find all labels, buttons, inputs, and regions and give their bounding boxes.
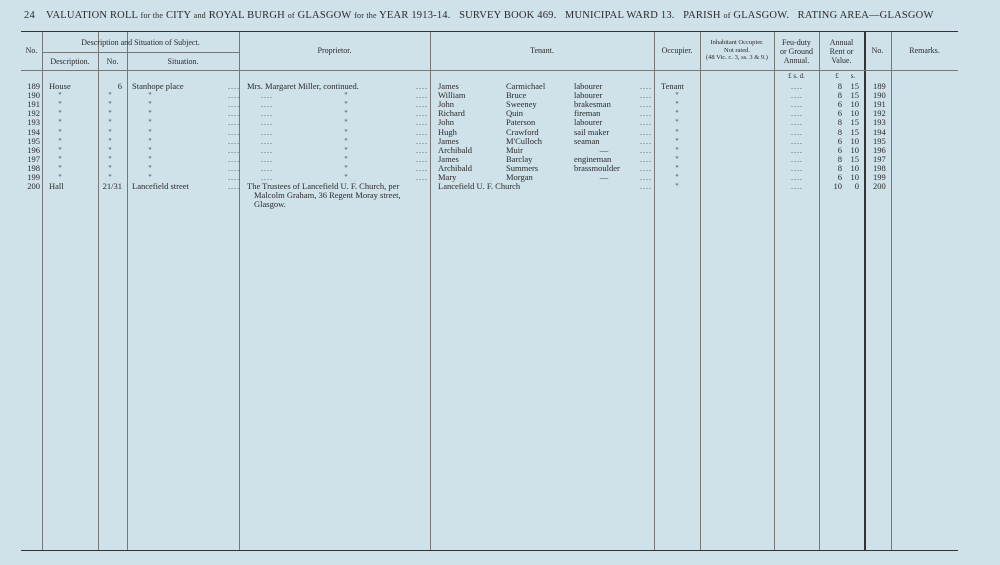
row-number: 190	[27, 90, 40, 101]
dot-leader: ....	[261, 136, 273, 146]
dot-leader: ....	[261, 154, 273, 164]
dot-leader: ....	[228, 163, 240, 173]
row-situation: "	[148, 108, 152, 119]
feu-line: or Ground	[779, 47, 814, 56]
row-subject-no: 6	[117, 81, 122, 91]
dot-leader: ....	[228, 118, 240, 128]
row-number-right: 197	[873, 153, 886, 164]
row-rent-shillings: 10	[850, 99, 859, 110]
row-subject-no: "	[108, 135, 112, 146]
inhabitant-line: Inhabitant Occupier.	[710, 39, 764, 46]
row-occupier: "	[675, 172, 679, 182]
row-rent-pounds: 6	[837, 172, 842, 182]
title-part: ROYAL BURGH	[208, 10, 285, 21]
title-part: GLASGOW	[297, 10, 352, 21]
dot-leader: ....	[791, 100, 803, 110]
row-description: "	[58, 117, 62, 128]
dot-leader: ....	[791, 136, 803, 146]
row-proprietor: "	[344, 153, 348, 164]
row-proprietor: "	[344, 90, 348, 101]
row-occupation: —	[599, 172, 609, 182]
row-subject-no: "	[108, 99, 112, 110]
title-part: VALUATION ROLL	[46, 10, 138, 21]
row-rent-pounds: 6	[837, 108, 842, 119]
row-rent-shillings: 10	[850, 144, 859, 155]
row-rent-shillings: 15	[850, 153, 859, 164]
row-occupier: "	[675, 144, 679, 155]
dot-leader: ....	[791, 127, 803, 137]
dot-leader: ....	[416, 118, 428, 128]
title-year: YEAR 1913-14.	[379, 10, 451, 21]
row-number-right: 189	[873, 81, 886, 91]
dot-leader: ....	[416, 163, 428, 173]
row-rent-shillings: 10	[850, 162, 859, 173]
dot-leader: ....	[640, 136, 652, 146]
row-occupation: brakesman	[574, 99, 611, 110]
row-number-right: 194	[873, 126, 886, 137]
dot-leader: ....	[640, 182, 652, 192]
dot-leader: ....	[640, 173, 652, 182]
row-description: "	[58, 90, 62, 101]
row-rent-pounds: 6	[837, 135, 842, 146]
row-rent-pounds: 8	[837, 117, 842, 128]
dot-leader: ....	[640, 82, 652, 91]
row-occupier: Tenant	[661, 81, 685, 91]
row-occupier: "	[675, 135, 679, 146]
row-description: "	[58, 153, 62, 164]
dot-leader: ....	[228, 100, 240, 110]
dot-leader: ....	[416, 154, 428, 164]
row-description: "	[58, 108, 62, 119]
row-number-right: 191	[873, 99, 886, 110]
col-header-occupier: Occupier.	[661, 46, 693, 55]
row-number-right: 198	[873, 162, 886, 173]
dot-leader: ....	[416, 91, 428, 101]
row-number: 198	[27, 162, 40, 173]
dot-leader: ....	[416, 82, 428, 91]
row-tenant-first: Mary	[438, 172, 457, 182]
dot-leader: ....	[416, 173, 428, 182]
dot-leader: ....	[228, 182, 240, 192]
title-part: CITY	[165, 10, 191, 21]
row-description: "	[58, 162, 62, 173]
dot-leader: ....	[791, 82, 803, 91]
dot-leader: ....	[640, 163, 652, 173]
row-situation: Lancefield street	[132, 181, 189, 192]
row-tenant-first: James	[438, 153, 459, 164]
col-header-inhabitant	[700, 39, 774, 62]
col-header-feu-duty	[774, 38, 819, 65]
dot-leader: ....	[791, 118, 803, 128]
dot-leader: ....	[791, 173, 803, 182]
row-tenant-last: M'Culloch	[506, 135, 543, 146]
row-number: 200	[27, 181, 40, 192]
row-rent-pounds: 8	[837, 90, 842, 101]
rent-line: Annual	[829, 38, 854, 47]
row-subject-no: "	[108, 172, 112, 182]
row-rent-pounds: 6	[837, 144, 842, 155]
row-number: 195	[27, 135, 40, 146]
row-number-right: 190	[873, 90, 886, 101]
row-description: "	[58, 144, 62, 155]
row-tenant-first: John	[438, 99, 455, 110]
row-occupier: "	[675, 162, 679, 173]
row-occupier: "	[675, 181, 679, 192]
row-rent-pounds: 8	[837, 126, 842, 137]
row-rent-pounds: 10	[833, 181, 842, 192]
row-tenant-first: Hugh	[438, 126, 457, 137]
dot-leader: ....	[640, 154, 652, 164]
row-proprietor: "	[344, 144, 348, 155]
dot-leader: ....	[261, 173, 273, 182]
dot-leader: ....	[416, 127, 428, 137]
row-situation: "	[148, 126, 152, 137]
row-rent-shillings: 10	[850, 135, 859, 146]
row-proprietor: "	[344, 117, 348, 128]
row-tenant-first: Archibald	[438, 162, 472, 173]
row-occupier: "	[675, 90, 679, 101]
row-number-right: 199	[873, 172, 886, 182]
row-number-right: 193	[873, 117, 886, 128]
dot-leader: ....	[640, 91, 652, 101]
row-description: "	[58, 126, 62, 137]
row-number: 196	[27, 144, 40, 155]
survey-book: SURVEY BOOK 469.	[459, 10, 557, 21]
row-situation: "	[148, 153, 152, 164]
row-proprietor-line: Malcolm Graham, 36 Regent Moray street,	[254, 190, 401, 201]
row-tenant-first: James	[438, 135, 459, 146]
row-rent-pounds: 8	[837, 162, 842, 173]
title-part: of	[287, 11, 295, 20]
row-subject-no: "	[108, 90, 112, 101]
row-tenant-last: Quin	[506, 108, 523, 119]
row-tenant-last: Paterson	[506, 117, 536, 128]
row-rent-shillings: 15	[850, 117, 859, 128]
parish-part: PARISH	[683, 10, 721, 21]
dot-leader: ....	[228, 127, 240, 137]
row-situation: "	[148, 135, 152, 146]
dot-leader: ....	[228, 136, 240, 146]
row-occupation: sail maker	[574, 126, 610, 137]
row-tenant-last: Morgan	[506, 172, 533, 182]
col-header-tenant: Tenant.	[530, 46, 554, 55]
row-rent-shillings: 10	[850, 172, 859, 182]
row-occupier: "	[675, 99, 679, 110]
row-occupation: labourer	[574, 117, 603, 128]
feu-units: £ s. d.	[788, 72, 805, 80]
row-occupation: fireman	[574, 108, 601, 119]
dot-leader: ....	[228, 173, 240, 182]
dot-leader: ....	[261, 91, 273, 101]
dot-leader: ....	[416, 109, 428, 119]
inhabitant-line: (48 Vic. c. 3, ss. 3 & 9.)	[706, 54, 768, 61]
dot-leader: ....	[228, 91, 240, 101]
dot-leader: ....	[791, 163, 803, 173]
dot-leader: ....	[228, 145, 240, 155]
row-situation: "	[148, 90, 152, 101]
dot-leader: ....	[640, 109, 652, 119]
row-subject-no: "	[108, 144, 112, 155]
row-number: 189	[27, 81, 40, 91]
row-tenant-last: Sweeney	[506, 99, 537, 110]
row-tenant-first: James	[438, 81, 459, 91]
row-proprietor: Mrs. Margaret Miller, continued.	[247, 81, 359, 91]
row-proprietor: "	[344, 135, 348, 146]
row-number: 194	[27, 126, 40, 137]
row-number-right: 200	[873, 181, 886, 192]
rating-area: RATING AREA—GLASGOW	[797, 10, 934, 21]
row-situation: Stanhope place	[132, 81, 184, 91]
row-proprietor: "	[344, 108, 348, 119]
row-situation: "	[148, 117, 152, 128]
row-number-right: 196	[873, 144, 886, 155]
valuation-table	[21, 31, 958, 551]
dot-leader: ....	[416, 136, 428, 146]
row-occupier: "	[675, 126, 679, 137]
row-occupation: labourer	[574, 90, 603, 101]
row-occupier: "	[675, 117, 679, 128]
rent-line: Rent or	[829, 47, 854, 56]
col-header-description: Description.	[50, 57, 90, 66]
page-header	[24, 10, 934, 21]
row-proprietor: "	[344, 126, 348, 137]
col-header-no: No.	[25, 46, 38, 55]
row-number: 199	[27, 172, 40, 182]
col-header-subject-no: No.	[106, 57, 119, 66]
parish-part: GLASGOW.	[733, 10, 790, 21]
col-header-remarks: Remarks.	[909, 46, 940, 55]
row-tenant-last: Muir	[506, 144, 523, 155]
row-subject-no: "	[108, 162, 112, 173]
col-header-description-group: Description and Situation of Subject.	[81, 38, 200, 47]
row-proprietor: "	[344, 172, 348, 182]
row-subject-no: "	[108, 108, 112, 119]
row-tenant-first: Richard	[438, 108, 465, 119]
row-occupation: seaman	[574, 135, 600, 146]
dot-leader: ....	[791, 91, 803, 101]
row-tenant-last: Barclay	[506, 153, 533, 164]
row-proprietor-line: Glasgow.	[254, 199, 286, 210]
dot-leader: ....	[640, 118, 652, 128]
dot-leader: ....	[791, 182, 803, 192]
dot-leader: ....	[228, 82, 240, 91]
col-header-proprietor: Proprietor.	[317, 46, 352, 55]
title-part: for the	[354, 11, 377, 20]
dot-leader: ....	[640, 100, 652, 110]
feu-line: Feu-duty	[782, 38, 811, 47]
dot-leader: ....	[416, 100, 428, 110]
rent-pounds-unit: £	[835, 72, 839, 80]
row-occupation: brassmoulder	[574, 162, 620, 173]
row-situation: "	[148, 144, 152, 155]
row-tenant-first: William	[438, 90, 466, 101]
dot-leader: ....	[261, 145, 273, 155]
row-number-right: 192	[873, 108, 886, 119]
row-proprietor: The Trustees of Lancefield U. F. Church, per	[247, 181, 400, 192]
row-number-right: 195	[873, 135, 886, 146]
dot-leader: ....	[228, 109, 240, 119]
rent-line: Value.	[831, 56, 852, 65]
title-part: and	[193, 11, 206, 20]
row-subject-no: "	[108, 153, 112, 164]
row-tenant-first: John	[438, 117, 455, 128]
dot-leader: ....	[261, 163, 273, 173]
row-rent-pounds: 8	[837, 81, 842, 91]
row-tenant-last: Carmichael	[506, 81, 546, 91]
dot-leader: ....	[261, 118, 273, 128]
row-tenant-last: Bruce	[506, 90, 527, 101]
row-occupier: "	[675, 153, 679, 164]
row-occupation: labourer	[574, 81, 603, 91]
dot-leader: ....	[261, 100, 273, 110]
dot-leader: ....	[640, 127, 652, 137]
row-subject-no: "	[108, 126, 112, 137]
dot-leader: ....	[640, 145, 652, 155]
title-part: for the	[140, 11, 164, 20]
row-description: "	[58, 172, 62, 182]
col-header-situation: Situation.	[167, 57, 199, 66]
row-occupation: engineman	[574, 153, 612, 164]
row-rent-shillings: 15	[850, 126, 859, 137]
inhabitant-line: Not rated.	[724, 46, 750, 54]
row-tenant-first: Lancefield U. F. Church	[438, 181, 521, 192]
row-occupier: "	[675, 108, 679, 119]
row-rent-shillings: 0	[854, 181, 859, 192]
rent-shillings-unit: s.	[850, 72, 856, 80]
dot-leader: ....	[228, 154, 240, 164]
parish-part: of	[723, 11, 731, 20]
dot-leader: ....	[261, 127, 273, 137]
row-tenant-first: Archibald	[438, 144, 472, 155]
row-situation: "	[148, 172, 152, 182]
row-rent-shillings: 15	[850, 81, 859, 91]
row-description: House	[49, 81, 71, 91]
row-rent-shillings: 10	[850, 108, 859, 119]
row-rent-pounds: 8	[837, 153, 842, 164]
row-tenant-last: Summers	[506, 162, 539, 173]
municipal-ward: MUNICIPAL WARD 13.	[564, 10, 675, 21]
row-occupation: —	[599, 144, 609, 155]
dot-leader: ....	[791, 109, 803, 119]
dot-leader: ....	[791, 145, 803, 155]
row-rent-shillings: 15	[850, 90, 859, 101]
col-header-no-right: No.	[871, 46, 884, 55]
row-description: "	[58, 99, 62, 110]
row-situation: "	[148, 162, 152, 173]
row-subject-no: 21/31	[102, 181, 122, 192]
row-number: 191	[27, 99, 40, 110]
feu-line: Annual.	[783, 56, 810, 65]
row-tenant-last: Crawford	[506, 126, 539, 137]
row-proprietor: "	[344, 99, 348, 110]
row-situation: "	[148, 99, 152, 110]
dot-leader: ....	[261, 109, 273, 119]
row-proprietor: "	[344, 162, 348, 173]
row-rent-pounds: 6	[837, 99, 842, 110]
dot-leader: ....	[416, 145, 428, 155]
row-number: 193	[27, 117, 40, 128]
row-description: Hall	[49, 181, 64, 192]
row-subject-no: "	[108, 117, 112, 128]
col-header-annual-rent	[819, 38, 864, 65]
page-number: 24	[24, 10, 35, 21]
row-description: "	[58, 135, 62, 146]
row-number: 192	[27, 108, 40, 119]
dot-leader: ....	[791, 154, 803, 164]
row-number: 197	[27, 153, 40, 164]
